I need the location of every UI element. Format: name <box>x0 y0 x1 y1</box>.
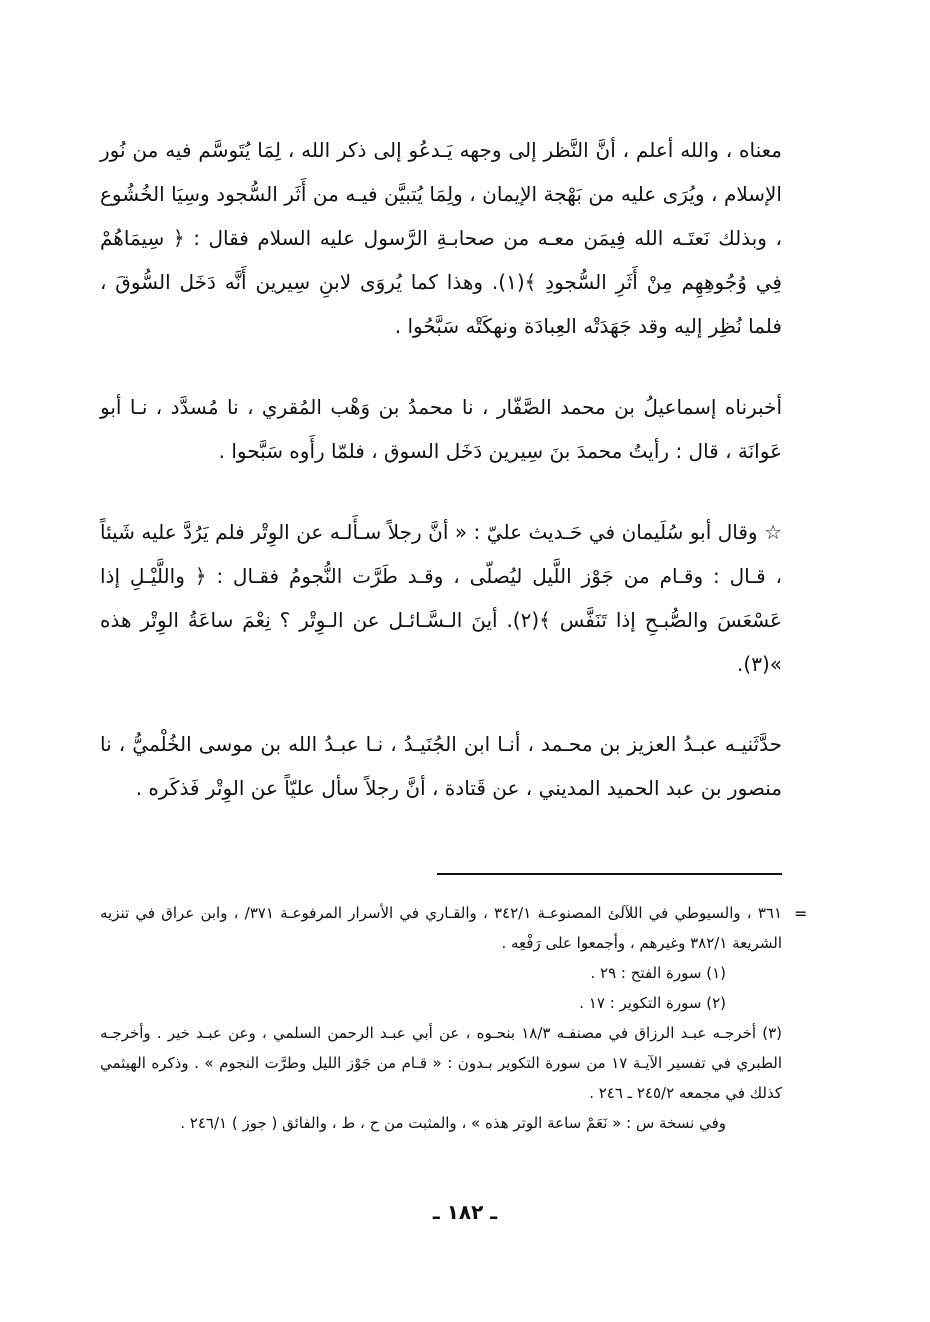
footnotes <box>100 898 782 1138</box>
body-paragraph-4: حدَّثَنيـه عبـدُ العزيز بن محـمد ، أنـا ابن الجُنَيـدُ ، نـا عبـدُ الله بن موسى الخُلْميُّ ، نا منصور بن عبد الحميد المديني ، عن قَتادة ، أنَّ رجلاً سأل عليّاً عن الوِتْر فَذكَره . <box>100 732 782 800</box>
body-paragraph-3: ☆ وقال أبو سُلَيمان في حَـديث عليّ : « أنَّ رجلاً سـأَلـه عن الوِتْر فلم يَرُدَّ عليه شَيئاً ، قـال : وقـام من جَوْز اللَّيل ليُصلّى ، وقـد طَرَّت النُّجومُ فقـال : ﴿ واللَّيْـلِ إذا عَسْعَسَ والصُّبـحِ إذا تَنَفَّس ﴾(٢). أينَ الـسَّـائـل عن الـوِتْر ؟ نِعْمَ ساعَةُ الوِتْر هذه »(٣). <box>100 520 782 676</box>
footnote-continuation-marker: = <box>794 904 808 923</box>
footnote-continuation: ٣٦١ ، والسيوطي في اللآلئ المصنوعـة ٣٤٢/١ ، والقـاري في الأسرار المرفوعـة ٣٧١/ ، وابن عراق في تنزيه الشريعة ٣٨٢/١ وغيرهم ، وأجمعوا على رَفْعِه . <box>100 904 782 952</box>
footnote-3-variant: وفي نسخة س : « نَعَمْ ساعة الوتر هذه » ، والمثبت من ح ، ط ، والفائق ( جوز ) ٢٤٦/١ . <box>180 1114 726 1132</box>
body-paragraph-2: أخبرناه إسماعيلُ بن محمد الصَّفّار ، نا محمدُ بن وَهْب المُقري ، نا مُسدَّد ، نـا أبو عَوانَة ، قال : رأيتُ محمدَ بنَ سِيرين دَخَل السوق ، فلمّا رأَوه سَبَّحوا . <box>100 395 782 463</box>
footnote-3: (٣) أخرجـه عبـد الرزاق في مصنفـه ١٨/٣ بنحـوه ، عن أبي عبـد الرحمن السلمي ، وعن عبـد خير . وأخرجـه الطبري في تفسير الآيـة ١٧ من سورة التكوير بـدون : « قـام من جَوْز الليل وطرَّت النجوم » . وذكره الهيثمي كذلك في مجمعه ٢٤٥/٢ ـ ٢٤٦ . <box>100 1024 782 1102</box>
body-paragraph-1: معناه ، والله أعلم ، أنَّ النَّظر إلى وجهه يَـدعُو إلى ذكر الله ، لِمَا يُتَوسَّم فيه من نُور الإسلام ، ويُرَى عليه من بَهْجة الإيمان ، ولِمَا يُتبيَّن فيـه من أَثَر السُّجود وسِيَا الخُشُوع ، وبذلك نَعتَـه الله فِيمَن معـه من صحابـةِ الرَّسول عليه السلام فقال : ﴿ سِيمَاهُمْ فِي وُجُوهِهِم مِنْ أَثَرِ السُّجودِ ﴾(١). وهذا كما يُروَى لابنِ سِيرين أَنَّه دَخَل السُّوقَ ، فلما نُظِر إليه وقد جَهَدَتْه العِبادَة ونهكَتْه سَبَّحُوا . <box>100 138 782 338</box>
footnote-separator <box>437 873 782 875</box>
footnote-1: (١) سورة الفتح : ٢٩ . <box>590 964 726 982</box>
page-number: ـ ١٨٢ ـ <box>432 1200 498 1224</box>
footnote-2: (٢) سورة التكوير : ١٧ . <box>579 994 726 1012</box>
